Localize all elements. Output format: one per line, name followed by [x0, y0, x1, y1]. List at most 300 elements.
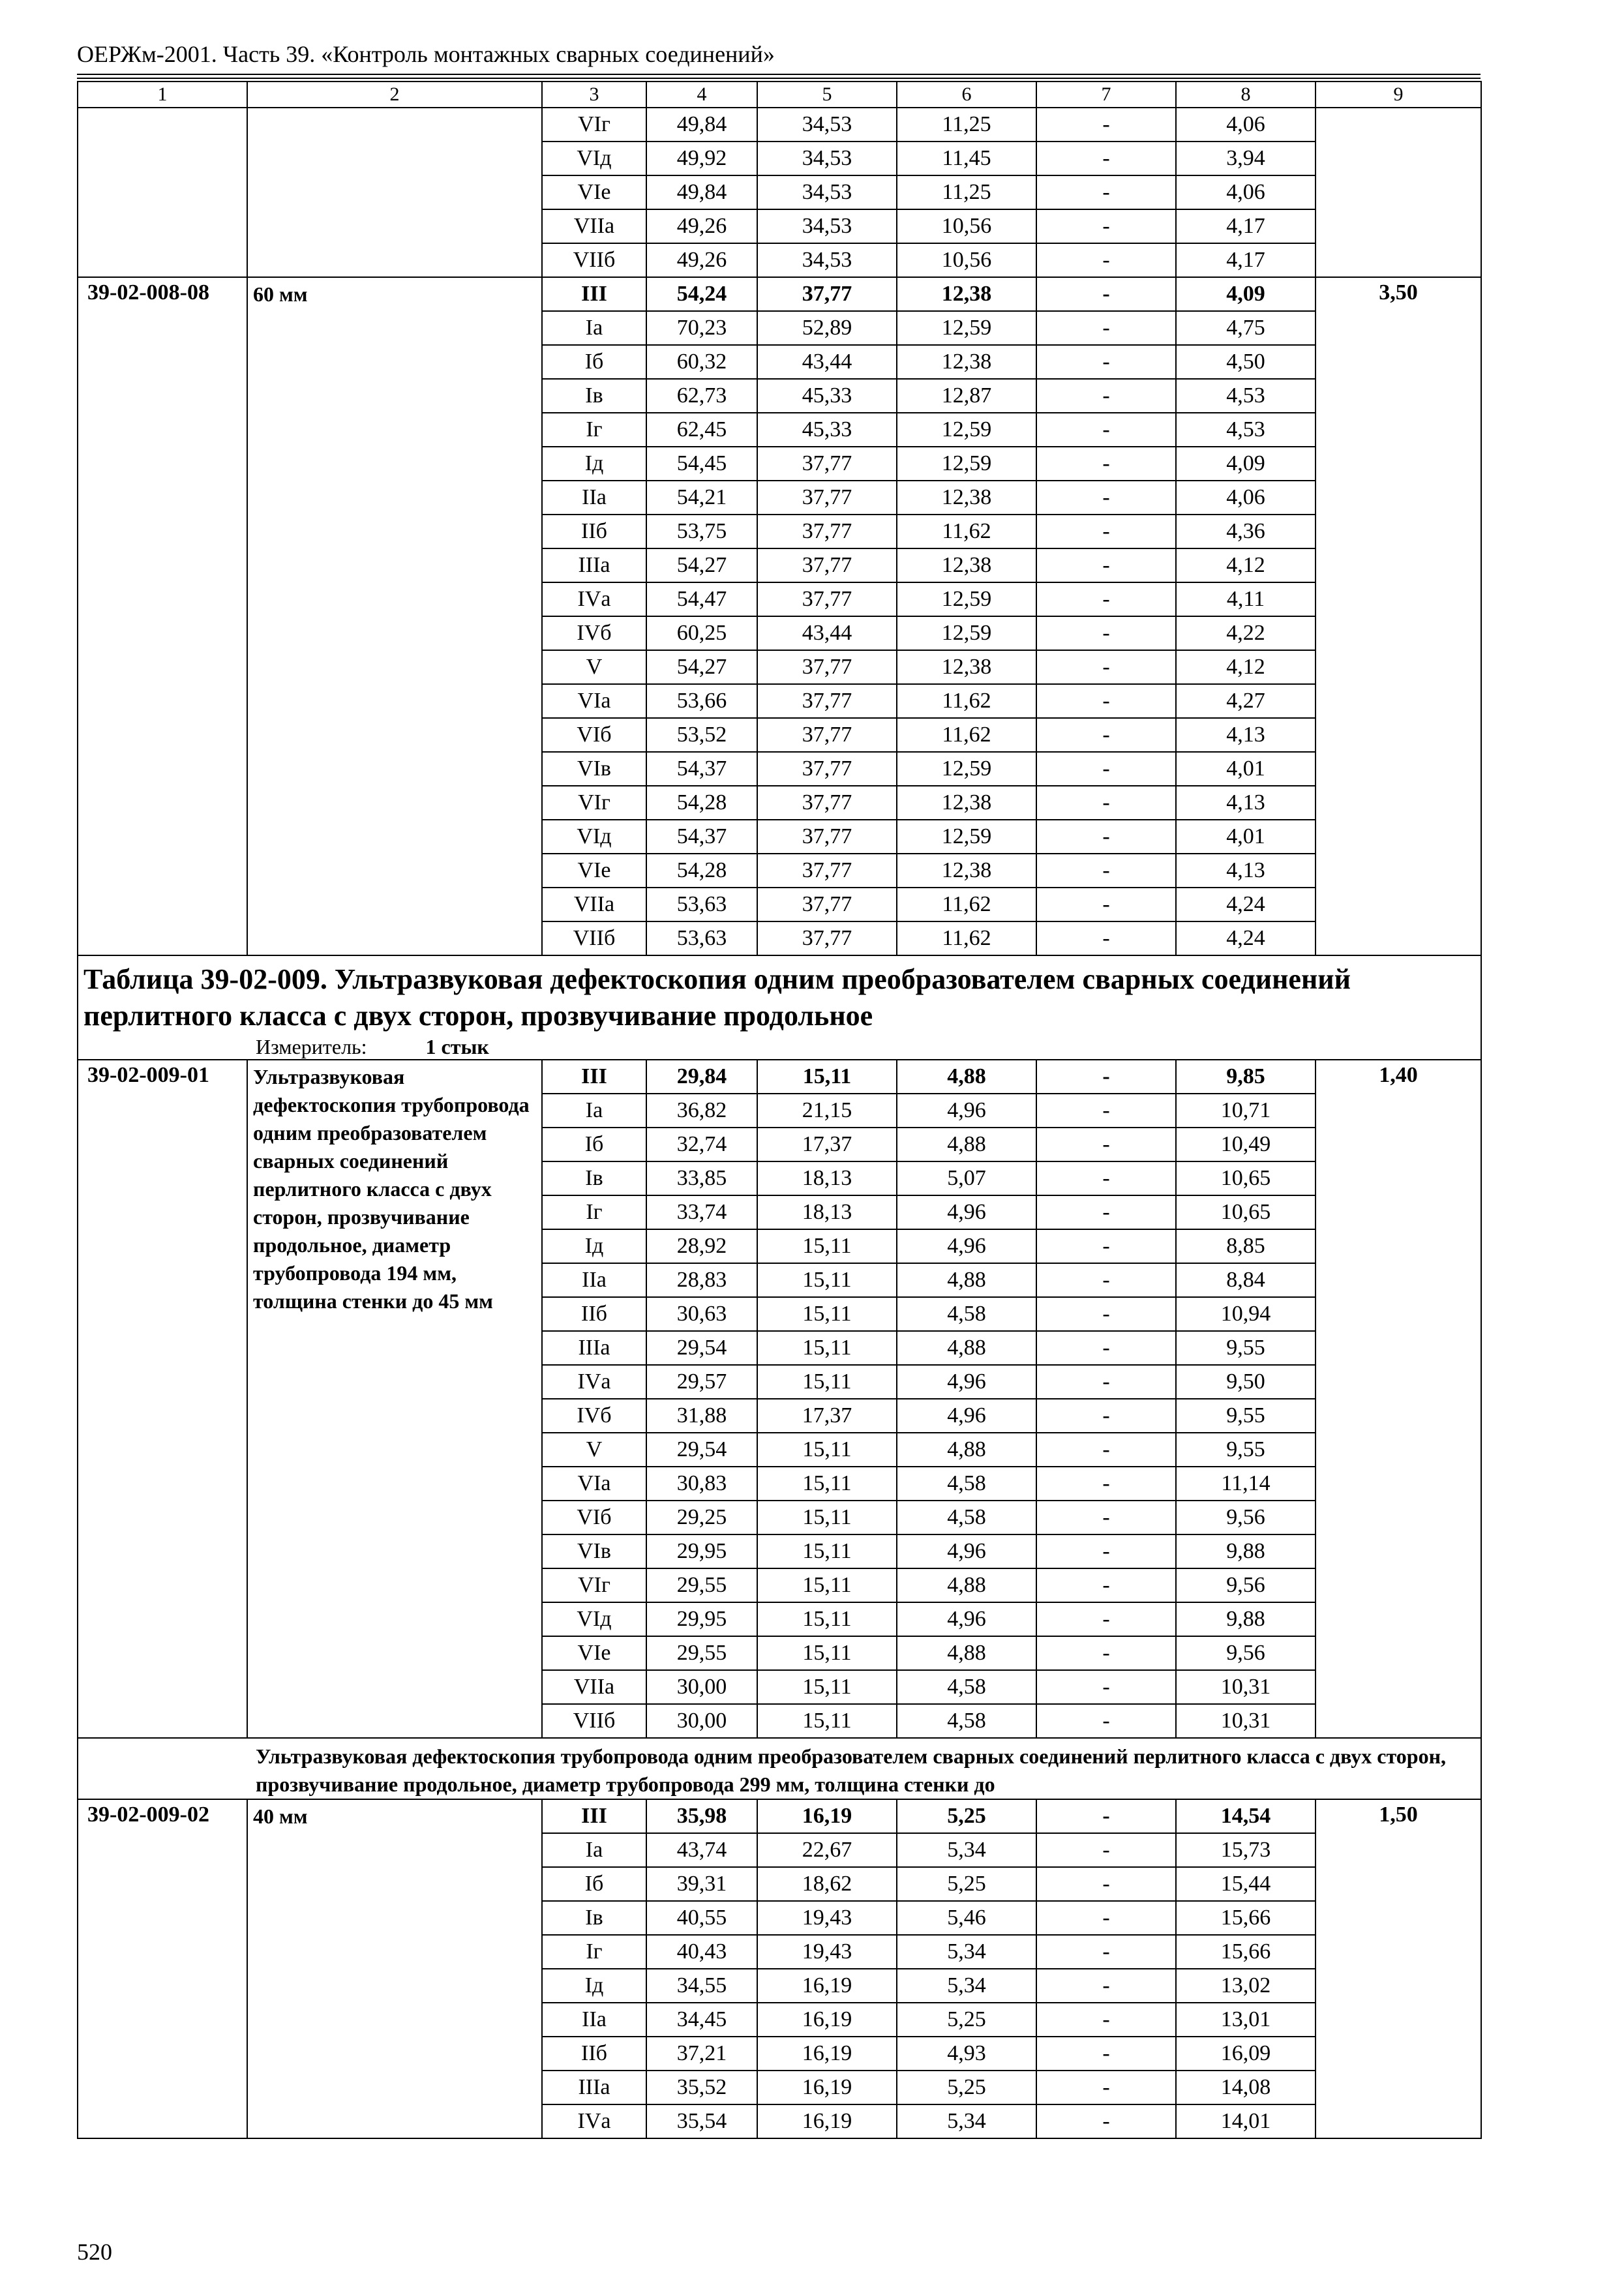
- cell-c4: 34,55: [646, 1969, 757, 2003]
- cell-c4: 49,26: [646, 243, 757, 277]
- cell-c8: 15,44: [1176, 1867, 1316, 1901]
- cell-c3: VIг: [542, 1568, 646, 1602]
- cell-c3: VIIб: [542, 1704, 646, 1738]
- table-row: [78, 1060, 1481, 1094]
- cell-c6: 5,34: [897, 1935, 1036, 1969]
- cell-c3: VIд: [542, 1602, 646, 1636]
- cell-c3: IIIа: [542, 2071, 646, 2104]
- subheader-text: Ультразвуковая дефектоскопия трубопровода одним преобразователем сварных соединений перлитного класса с двух сторон, прозвучивание продольное, диаметр трубопровода 299 мм, толщина стенки до: [256, 1744, 1447, 1796]
- cell-c3: IVб: [542, 616, 646, 650]
- cell-c3: IIа: [542, 1263, 646, 1297]
- estimate-table: [77, 81, 1482, 2139]
- cell-c3: IVа: [542, 1365, 646, 1399]
- cell-c6: 11,25: [897, 108, 1036, 142]
- cell-c7: -: [1036, 1704, 1176, 1738]
- cell-c7: -: [1036, 650, 1176, 684]
- cell-c3: III: [542, 277, 646, 311]
- cell-c7: -: [1036, 515, 1176, 548]
- column-number: 9: [1316, 82, 1481, 108]
- cell-c6: 5,34: [897, 1833, 1036, 1867]
- cell-c3: IIа: [542, 481, 646, 515]
- cell-c6: 4,88: [897, 1263, 1036, 1297]
- cell-c3: Iв: [542, 1901, 646, 1935]
- cell-c6: 12,59: [897, 582, 1036, 616]
- cell-c6: 11,45: [897, 142, 1036, 175]
- cell-c4: 54,27: [646, 650, 757, 684]
- cell-c6: 12,38: [897, 854, 1036, 888]
- cell-c5: 37,77: [757, 854, 897, 888]
- cell-c6: 4,88: [897, 1331, 1036, 1365]
- cell-c6: 10,56: [897, 209, 1036, 243]
- cell-c4: 37,21: [646, 2037, 757, 2071]
- item-rate-cell: 1,50: [1316, 1799, 1481, 2138]
- cell-c4: 29,95: [646, 1534, 757, 1568]
- cell-c6: 4,96: [897, 1195, 1036, 1229]
- cell-c6: 11,62: [897, 684, 1036, 718]
- cell-c7: -: [1036, 684, 1176, 718]
- cell-c8: 8,84: [1176, 1263, 1316, 1297]
- cell-c7: -: [1036, 1969, 1176, 2003]
- cell-c7: -: [1036, 921, 1176, 955]
- cell-c3: Iв: [542, 379, 646, 413]
- cell-c6: 4,96: [897, 1094, 1036, 1128]
- cell-c4: 49,26: [646, 209, 757, 243]
- cell-c6: 4,58: [897, 1704, 1036, 1738]
- item-rate-cell: 1,40: [1316, 1060, 1481, 1738]
- cell-c5: 37,77: [757, 481, 897, 515]
- cell-c7: -: [1036, 2003, 1176, 2037]
- cell-c8: 13,02: [1176, 1969, 1316, 2003]
- cell-c7: -: [1036, 1060, 1176, 1094]
- cell-c3: Iа: [542, 311, 646, 345]
- cell-c6: 12,59: [897, 413, 1036, 447]
- cell-c7: -: [1036, 1670, 1176, 1704]
- cell-c3: V: [542, 1433, 646, 1467]
- cell-c4: 29,54: [646, 1433, 757, 1467]
- column-number-header-row: [78, 82, 1481, 108]
- cell-c7: -: [1036, 175, 1176, 209]
- cell-c3: IIIа: [542, 1331, 646, 1365]
- cell-c8: 4,12: [1176, 548, 1316, 582]
- measurer-label: Измеритель:: [256, 1035, 367, 1058]
- cell-c3: Iд: [542, 1229, 646, 1263]
- cell-c4: 28,92: [646, 1229, 757, 1263]
- cell-c4: 29,57: [646, 1365, 757, 1399]
- cell-c6: 4,58: [897, 1670, 1036, 1704]
- cell-c3: Iа: [542, 1833, 646, 1867]
- cell-c5: 19,43: [757, 1901, 897, 1935]
- cell-c8: 14,01: [1176, 2104, 1316, 2138]
- cell-c5: 37,77: [757, 684, 897, 718]
- cell-c4: 30,00: [646, 1670, 757, 1704]
- cell-c8: 9,50: [1176, 1365, 1316, 1399]
- cell-c4: 29,54: [646, 1331, 757, 1365]
- cell-c7: -: [1036, 1935, 1176, 1969]
- cell-c4: 30,00: [646, 1704, 757, 1738]
- cell-c3: IIб: [542, 1297, 646, 1331]
- cell-c3: VIIа: [542, 1670, 646, 1704]
- item-description-cell: [247, 108, 542, 277]
- cell-c8: 4,09: [1176, 277, 1316, 311]
- cell-c5: 34,53: [757, 175, 897, 209]
- cell-c5: 22,67: [757, 1833, 897, 1867]
- cell-c3: IIа: [542, 2003, 646, 2037]
- item-code-cell: 39-02-009-02: [78, 1799, 247, 2138]
- cell-c6: 4,88: [897, 1060, 1036, 1094]
- cell-c6: 10,56: [897, 243, 1036, 277]
- cell-c4: 30,83: [646, 1467, 757, 1501]
- cell-c3: VIб: [542, 1501, 646, 1534]
- cell-c3: VIд: [542, 142, 646, 175]
- cell-c4: 43,74: [646, 1833, 757, 1867]
- cell-c4: 49,84: [646, 175, 757, 209]
- cell-c5: 15,11: [757, 1297, 897, 1331]
- cell-c8: 4,22: [1176, 616, 1316, 650]
- cell-c8: 14,54: [1176, 1799, 1316, 1833]
- cell-c7: -: [1036, 718, 1176, 752]
- cell-c7: -: [1036, 1901, 1176, 1935]
- cell-c7: -: [1036, 243, 1176, 277]
- cell-c7: -: [1036, 311, 1176, 345]
- cell-c7: -: [1036, 1467, 1176, 1501]
- cell-c3: Iд: [542, 1969, 646, 2003]
- page-header-title: ОЕРЖм-2001. Часть 39. «Контроль монтажных сварных соединений»: [77, 41, 775, 67]
- cell-c8: 4,13: [1176, 786, 1316, 820]
- cell-c3: V: [542, 650, 646, 684]
- cell-c3: IIб: [542, 2037, 646, 2071]
- cell-c3: VIIа: [542, 888, 646, 921]
- cell-c7: -: [1036, 582, 1176, 616]
- cell-c6: 4,58: [897, 1501, 1036, 1534]
- cell-c8: 4,24: [1176, 888, 1316, 921]
- cell-c5: 15,11: [757, 1670, 897, 1704]
- cell-c5: 16,19: [757, 2104, 897, 2138]
- cell-c8: 13,01: [1176, 2003, 1316, 2037]
- cell-c6: 4,96: [897, 1602, 1036, 1636]
- item-description-cell: 60 мм: [247, 277, 542, 955]
- cell-c5: 43,44: [757, 345, 897, 379]
- cell-c4: 54,47: [646, 582, 757, 616]
- cell-c5: 34,53: [757, 108, 897, 142]
- cell-c3: IIб: [542, 515, 646, 548]
- cell-c3: Iг: [542, 1195, 646, 1229]
- cell-c5: 15,11: [757, 1060, 897, 1094]
- page-number: 520: [77, 2239, 112, 2265]
- cell-c7: -: [1036, 1636, 1176, 1670]
- cell-c3: VIа: [542, 1467, 646, 1501]
- cell-c7: -: [1036, 1297, 1176, 1331]
- cell-c8: 9,88: [1176, 1602, 1316, 1636]
- cell-c8: 14,08: [1176, 2071, 1316, 2104]
- cell-c8: 15,66: [1176, 1935, 1316, 1969]
- cell-c8: 4,13: [1176, 718, 1316, 752]
- cell-c3: Iб: [542, 1867, 646, 1901]
- cell-c7: -: [1036, 1094, 1176, 1128]
- cell-c3: III: [542, 1799, 646, 1833]
- cell-c4: 29,55: [646, 1636, 757, 1670]
- cell-c7: -: [1036, 752, 1176, 786]
- cell-c8: 11,14: [1176, 1467, 1316, 1501]
- cell-c5: 37,77: [757, 718, 897, 752]
- cell-c4: 31,88: [646, 1399, 757, 1433]
- cell-c5: 18,62: [757, 1867, 897, 1901]
- cell-c5: 15,11: [757, 1331, 897, 1365]
- cell-c7: -: [1036, 1195, 1176, 1229]
- cell-c6: 4,96: [897, 1229, 1036, 1263]
- cell-c7: -: [1036, 345, 1176, 379]
- cell-c8: 3,94: [1176, 142, 1316, 175]
- cell-c3: VIIб: [542, 921, 646, 955]
- cell-c5: 16,19: [757, 1969, 897, 2003]
- cell-c4: 35,54: [646, 2104, 757, 2138]
- column-number: 6: [897, 82, 1036, 108]
- cell-c3: VIд: [542, 820, 646, 854]
- cell-c6: 12,87: [897, 379, 1036, 413]
- cell-c8: 4,53: [1176, 413, 1316, 447]
- cell-c4: 29,25: [646, 1501, 757, 1534]
- cell-c3: VIв: [542, 1534, 646, 1568]
- cell-c4: 29,55: [646, 1568, 757, 1602]
- cell-c6: 12,38: [897, 650, 1036, 684]
- cell-c8: 4,36: [1176, 515, 1316, 548]
- cell-c6: 5,25: [897, 1799, 1036, 1833]
- cell-c4: 28,83: [646, 1263, 757, 1297]
- cell-c8: 10,65: [1176, 1195, 1316, 1229]
- cell-c5: 18,13: [757, 1195, 897, 1229]
- cell-c4: 53,63: [646, 921, 757, 955]
- cell-c8: 10,49: [1176, 1128, 1316, 1161]
- cell-c5: 34,53: [757, 243, 897, 277]
- cell-c5: 15,11: [757, 1229, 897, 1263]
- cell-c6: 5,07: [897, 1161, 1036, 1195]
- cell-c3: VIа: [542, 684, 646, 718]
- cell-c4: 60,32: [646, 345, 757, 379]
- column-number: 8: [1176, 82, 1316, 108]
- measurer-value: 1 стык: [425, 1035, 489, 1058]
- cell-c4: 53,75: [646, 515, 757, 548]
- cell-c8: 4,06: [1176, 108, 1316, 142]
- cell-c4: 62,45: [646, 413, 757, 447]
- cell-c7: -: [1036, 1568, 1176, 1602]
- item-code-cell: [78, 108, 247, 277]
- cell-c4: 40,55: [646, 1901, 757, 1935]
- cell-c8: 9,55: [1176, 1433, 1316, 1467]
- cell-c6: 4,93: [897, 2037, 1036, 2071]
- table-title: Таблица 39-02-009. Ультразвуковая дефектоскопия одним преобразователем сварных соединений перлитного класса с двух сторон, прозвучивание продольное: [83, 963, 1351, 1032]
- cell-c4: 33,85: [646, 1161, 757, 1195]
- cell-c8: 4,06: [1176, 481, 1316, 515]
- cell-c5: 37,77: [757, 888, 897, 921]
- subheader-row: [78, 1738, 1481, 1799]
- cell-c6: 4,88: [897, 1433, 1036, 1467]
- column-number: 1: [78, 82, 247, 108]
- cell-c4: 54,24: [646, 277, 757, 311]
- cell-c3: Iб: [542, 1128, 646, 1161]
- cell-c4: 39,31: [646, 1867, 757, 1901]
- cell-c8: 4,17: [1176, 243, 1316, 277]
- cell-c8: 9,56: [1176, 1501, 1316, 1534]
- cell-c6: 11,62: [897, 515, 1036, 548]
- cell-c4: 54,21: [646, 481, 757, 515]
- cell-c4: 70,23: [646, 311, 757, 345]
- item-description-cell: Ультразвуковая дефектоскопия трубопровода одним преобразователем сварных соединений перлитного класса с двух сторон, прозвучивание продольное, диаметр трубопровода 194 мм, толщина стенки до 45 мм: [247, 1060, 542, 1738]
- cell-c8: 10,71: [1176, 1094, 1316, 1128]
- cell-c4: 49,84: [646, 108, 757, 142]
- cell-c7: -: [1036, 2104, 1176, 2138]
- cell-c4: 30,63: [646, 1297, 757, 1331]
- cell-c8: 15,66: [1176, 1901, 1316, 1935]
- cell-c8: 4,12: [1176, 650, 1316, 684]
- cell-c7: -: [1036, 108, 1176, 142]
- cell-c6: 5,34: [897, 1969, 1036, 2003]
- cell-c5: 15,11: [757, 1467, 897, 1501]
- cell-c5: 34,53: [757, 209, 897, 243]
- cell-c5: 52,89: [757, 311, 897, 345]
- cell-c5: 37,77: [757, 515, 897, 548]
- cell-c6: 4,96: [897, 1399, 1036, 1433]
- cell-c6: 4,88: [897, 1568, 1036, 1602]
- table-title-row: [78, 955, 1481, 1060]
- cell-c7: -: [1036, 820, 1176, 854]
- cell-c5: 37,77: [757, 650, 897, 684]
- cell-c7: -: [1036, 2071, 1176, 2104]
- cell-c6: 5,25: [897, 1867, 1036, 1901]
- cell-c4: 53,63: [646, 888, 757, 921]
- cell-c6: 11,62: [897, 718, 1036, 752]
- item-rate-cell: [1316, 108, 1481, 277]
- cell-c7: -: [1036, 1534, 1176, 1568]
- cell-c3: VIе: [542, 854, 646, 888]
- cell-c7: -: [1036, 1128, 1176, 1161]
- cell-c3: VIIа: [542, 209, 646, 243]
- cell-c3: Iг: [542, 413, 646, 447]
- cell-c7: -: [1036, 379, 1176, 413]
- cell-c5: 18,13: [757, 1161, 897, 1195]
- cell-c4: 54,28: [646, 854, 757, 888]
- cell-c8: 4,27: [1176, 684, 1316, 718]
- cell-c5: 37,77: [757, 820, 897, 854]
- cell-c6: 12,59: [897, 616, 1036, 650]
- cell-c8: 4,13: [1176, 854, 1316, 888]
- cell-c4: 35,52: [646, 2071, 757, 2104]
- cell-c5: 15,11: [757, 1433, 897, 1467]
- cell-c5: 17,37: [757, 1128, 897, 1161]
- table-row: [78, 1799, 1481, 1833]
- cell-c7: -: [1036, 1263, 1176, 1297]
- cell-c3: IVа: [542, 2104, 646, 2138]
- cell-c5: 43,44: [757, 616, 897, 650]
- cell-c4: 49,92: [646, 142, 757, 175]
- cell-c3: Iг: [542, 1935, 646, 1969]
- column-number: 7: [1036, 82, 1176, 108]
- cell-c7: -: [1036, 481, 1176, 515]
- cell-c3: VIг: [542, 108, 646, 142]
- cell-c6: 12,38: [897, 277, 1036, 311]
- cell-c3: VIIб: [542, 243, 646, 277]
- cell-c6: 4,96: [897, 1365, 1036, 1399]
- subheader-cell: [78, 1738, 1481, 1799]
- cell-c7: -: [1036, 854, 1176, 888]
- cell-c3: VIв: [542, 752, 646, 786]
- cell-c6: 4,88: [897, 1128, 1036, 1161]
- cell-c7: -: [1036, 1399, 1176, 1433]
- cell-c3: IVа: [542, 582, 646, 616]
- cell-c6: 12,38: [897, 345, 1036, 379]
- cell-c7: -: [1036, 1799, 1176, 1833]
- cell-c7: -: [1036, 548, 1176, 582]
- cell-c4: 54,27: [646, 548, 757, 582]
- cell-c3: Iб: [542, 345, 646, 379]
- cell-c7: -: [1036, 1331, 1176, 1365]
- cell-c7: -: [1036, 888, 1176, 921]
- table-row: [78, 108, 1481, 142]
- cell-c4: 40,43: [646, 1935, 757, 1969]
- cell-c6: 11,62: [897, 921, 1036, 955]
- cell-c8: 4,53: [1176, 379, 1316, 413]
- cell-c5: 16,19: [757, 2003, 897, 2037]
- cell-c5: 17,37: [757, 1399, 897, 1433]
- cell-c7: -: [1036, 277, 1176, 311]
- cell-c5: 37,77: [757, 786, 897, 820]
- cell-c5: 15,11: [757, 1602, 897, 1636]
- cell-c8: 8,85: [1176, 1229, 1316, 1263]
- cell-c4: 36,82: [646, 1094, 757, 1128]
- cell-c7: -: [1036, 1161, 1176, 1195]
- cell-c6: 5,25: [897, 2003, 1036, 2037]
- column-number: 3: [542, 82, 646, 108]
- cell-c7: -: [1036, 1867, 1176, 1901]
- cell-c6: 12,59: [897, 820, 1036, 854]
- cell-c6: 4,88: [897, 1636, 1036, 1670]
- cell-c4: 54,37: [646, 820, 757, 854]
- cell-c4: 35,98: [646, 1799, 757, 1833]
- cell-c6: 5,34: [897, 2104, 1036, 2138]
- cell-c7: -: [1036, 1229, 1176, 1263]
- cell-c3: Iд: [542, 447, 646, 481]
- cell-c6: 12,38: [897, 481, 1036, 515]
- cell-c4: 53,52: [646, 718, 757, 752]
- cell-c6: 4,58: [897, 1297, 1036, 1331]
- cell-c5: 37,77: [757, 752, 897, 786]
- item-rate-cell: 3,50: [1316, 277, 1481, 955]
- cell-c4: 29,84: [646, 1060, 757, 1094]
- header-rule-double: [77, 78, 1481, 79]
- cell-c7: -: [1036, 1833, 1176, 1867]
- cell-c6: 11,62: [897, 888, 1036, 921]
- cell-c4: 53,66: [646, 684, 757, 718]
- cell-c5: 19,43: [757, 1935, 897, 1969]
- cell-c4: 34,45: [646, 2003, 757, 2037]
- cell-c4: 62,73: [646, 379, 757, 413]
- cell-c5: 37,77: [757, 277, 897, 311]
- cell-c7: -: [1036, 447, 1176, 481]
- measurer-line: [83, 1034, 1475, 1059]
- cell-c5: 37,77: [757, 582, 897, 616]
- cell-c3: III: [542, 1060, 646, 1094]
- cell-c3: IVб: [542, 1399, 646, 1433]
- cell-c5: 15,11: [757, 1534, 897, 1568]
- cell-c8: 4,01: [1176, 820, 1316, 854]
- cell-c8: 4,75: [1176, 311, 1316, 345]
- cell-c5: 45,33: [757, 379, 897, 413]
- cell-c6: 12,38: [897, 786, 1036, 820]
- cell-c5: 15,11: [757, 1365, 897, 1399]
- cell-c6: 12,59: [897, 447, 1036, 481]
- cell-c8: 9,56: [1176, 1568, 1316, 1602]
- cell-c6: 12,59: [897, 311, 1036, 345]
- item-code-cell: 39-02-008-08: [78, 277, 247, 955]
- cell-c3: VIе: [542, 175, 646, 209]
